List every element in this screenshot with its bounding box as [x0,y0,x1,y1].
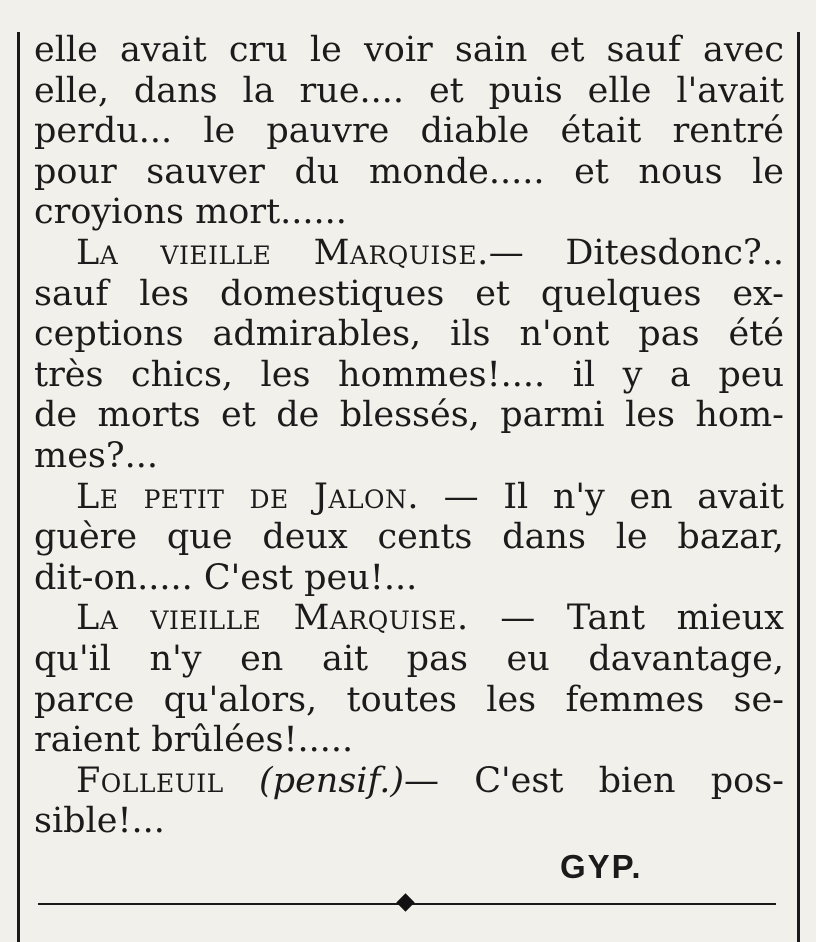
text-line: très chics, les hommes!.... il y a peu [34,354,784,395]
speaker-name: Folleuil [76,760,224,801]
column-rule-right [797,32,800,942]
text-line: raient brûlées!..... [34,720,354,761]
speaker-name: La vieille Marquise. [76,232,489,273]
dialogue-text: — Ditesdonc?.. [488,232,784,273]
text-line: mes?... [34,435,159,476]
text-line: ceptions admirables, ils n'ont pas été [34,314,784,355]
article-column [34,30,784,842]
text-line: elle, dans la rue.... et puis elle l'avait [34,70,784,111]
dialogue-line [34,233,784,274]
text-line: dit-on..... C'est peu!... [34,557,418,598]
text-line: parce qu'alors, toutes les femmes se- [34,679,784,720]
stage-direction: (pensif.) [259,760,404,801]
dialogue-line [34,761,784,802]
text-line: croyions mort...... [34,192,347,233]
speaker-name: Le petit de Jalon. [76,476,420,517]
author-signature: GYP. [560,848,643,885]
text-line: perdu... le pauvre diable était rentré [34,111,784,152]
text-line: de morts et de blessés, parmi les hom- [34,395,784,436]
dialogue-text: — Tant mieux [468,598,784,639]
column-rule-left [17,32,20,942]
dialogue-text: — C'est bien pos- [404,760,784,801]
text-line: sauf les domestiques et quelques ex- [34,273,784,314]
text-line: elle avait cru le voir sain et sauf avec [34,30,784,70]
text-line: pour sauver du monde..... et nous le [34,151,784,192]
text-line: guère que deux cents dans le bazar, [34,517,784,558]
diamond-ornament-icon [396,893,414,911]
text-line: qu'il n'y en ait pas eu davantage, [34,638,784,679]
speaker-name: La vieille Marquise. [76,598,469,639]
dialogue-line [34,477,784,518]
dialogue-line [34,598,784,639]
text-line: sible!... [34,801,165,842]
dialogue-text: — Il n'y en avait [419,476,784,517]
